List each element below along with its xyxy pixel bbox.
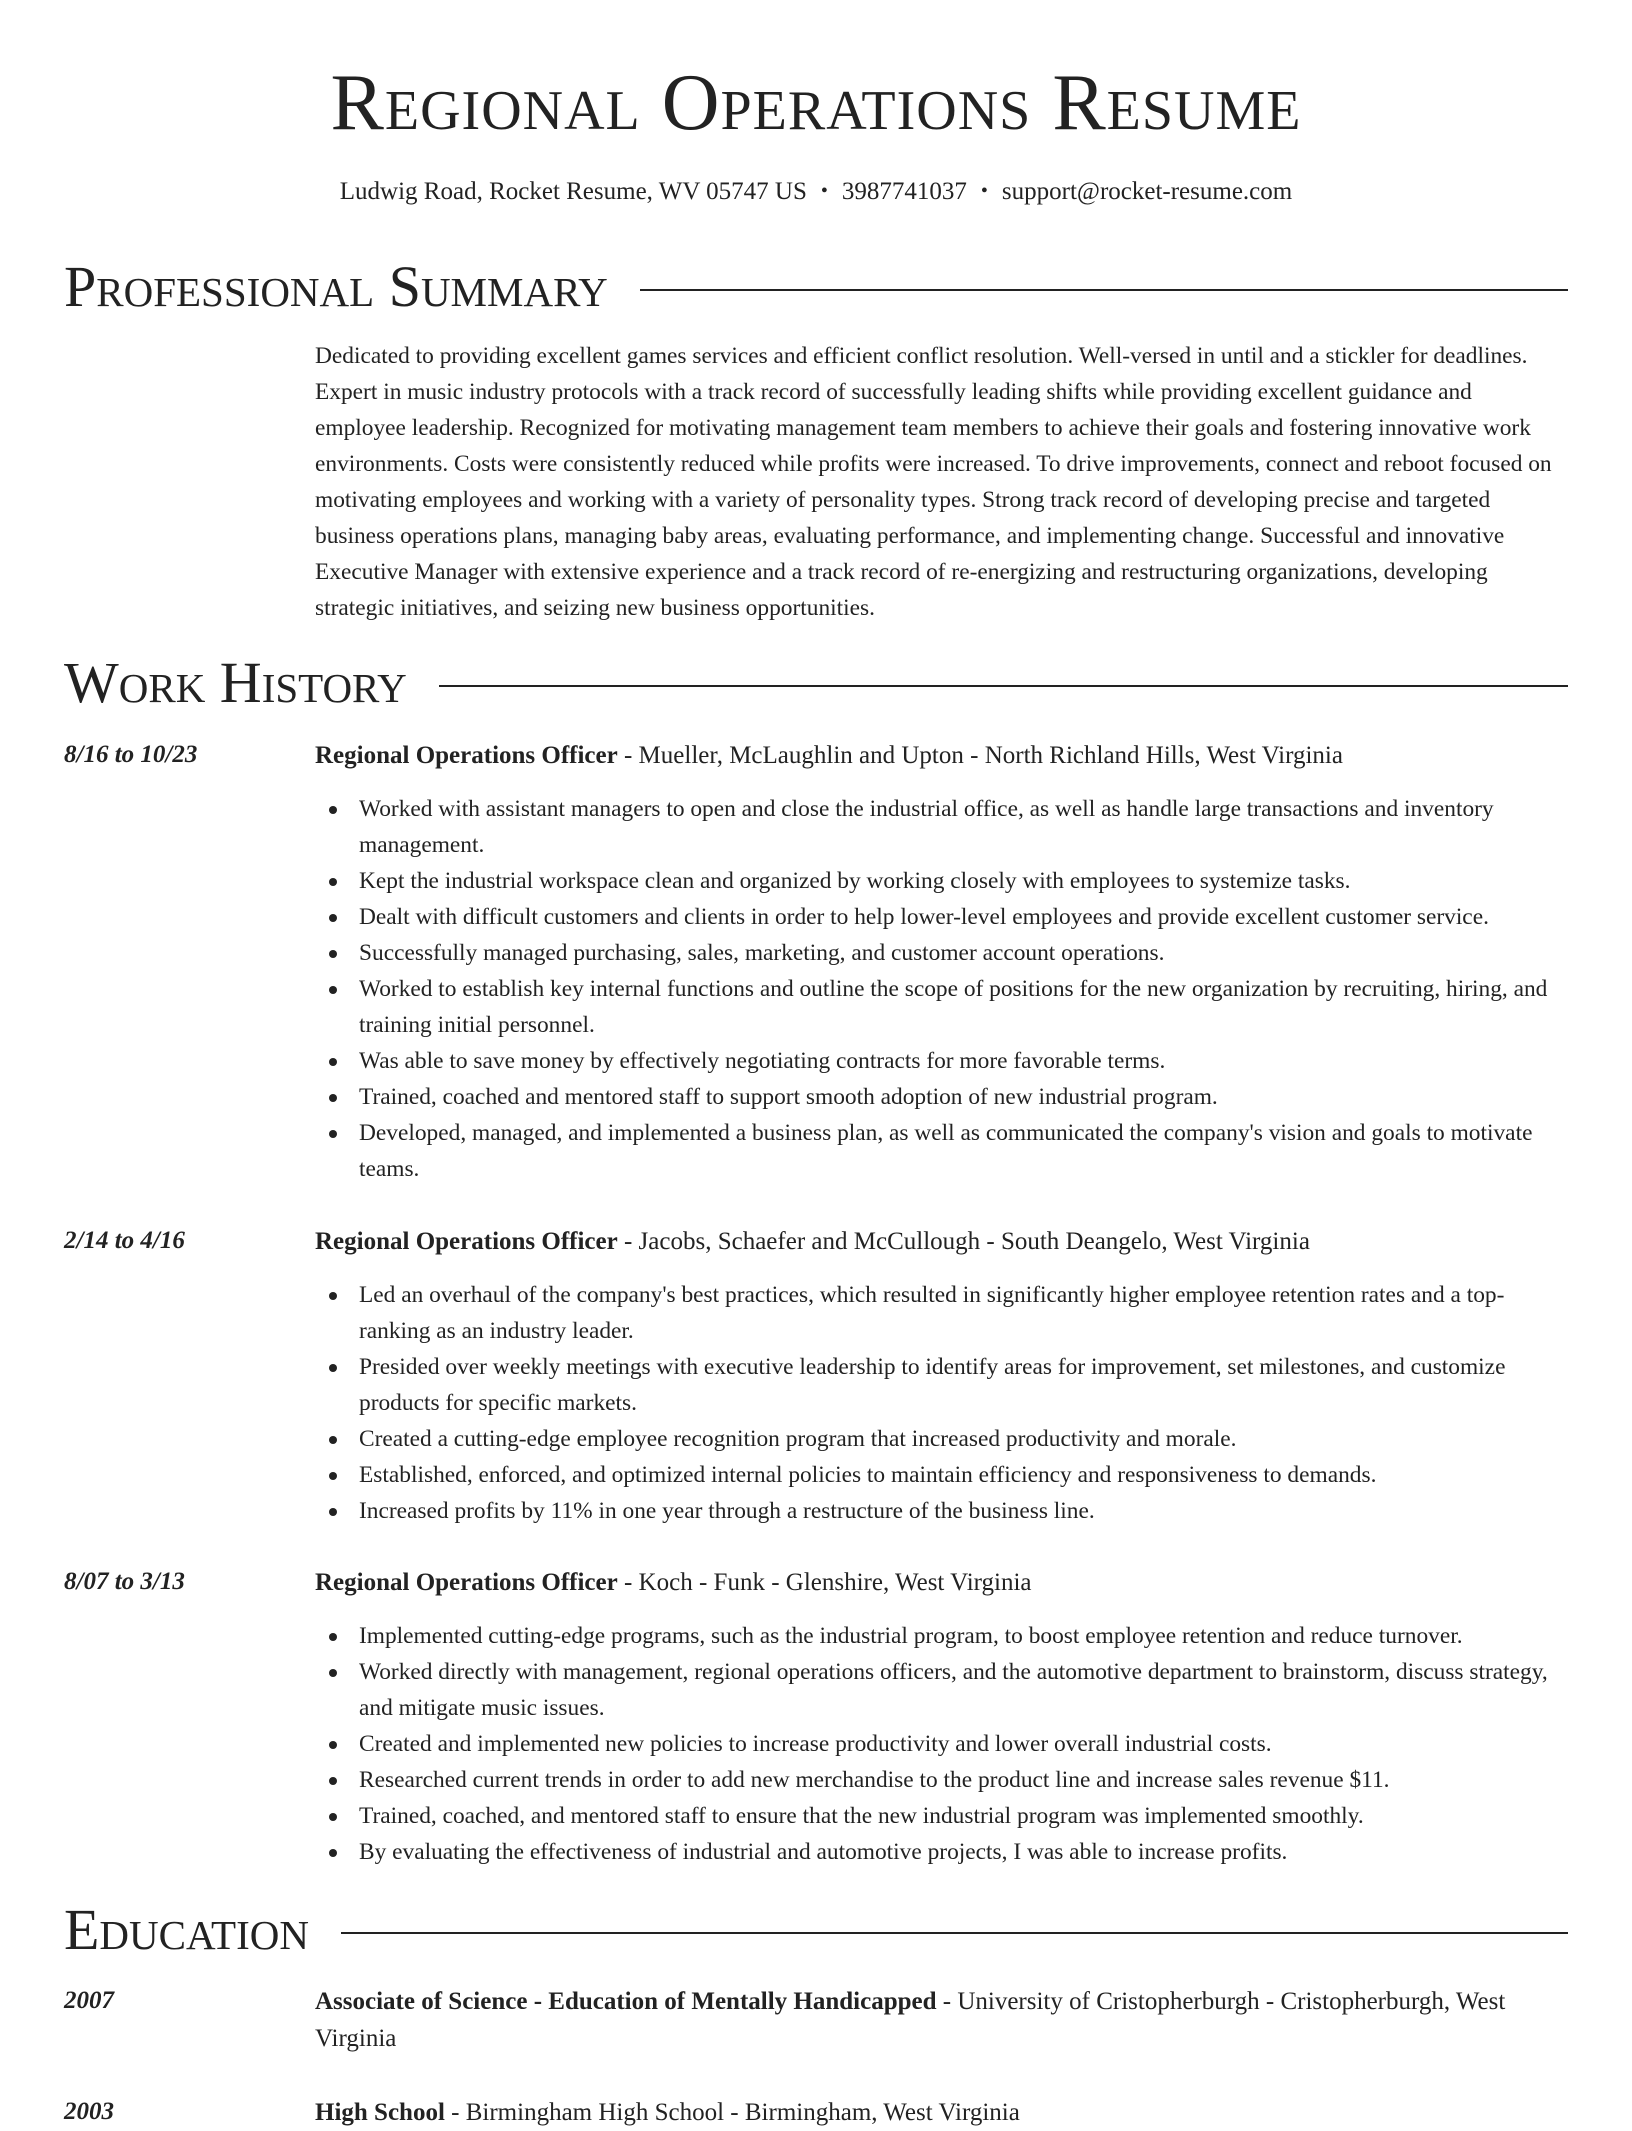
- education-degree: Associate of Science - Education of Mentally Handicapped: [315, 1988, 937, 2015]
- bullet-text: Established, enforced, and optimized internal policies to maintain efficiency and responsiveness to demands.: [359, 1462, 1377, 1488]
- bullet-item: [315, 1618, 1568, 1654]
- job-bullets: [315, 1277, 1568, 1529]
- bullet-icon: [329, 914, 337, 922]
- bullet-text: Led an overhaul of the company's best practices, which resulted in significantly higher employee retention rates and a top-ranking as an industry leader.: [359, 1282, 1505, 1344]
- section-divider: [341, 1932, 1568, 1934]
- bullet-item: [315, 1421, 1568, 1457]
- bullet-item: [315, 1115, 1568, 1187]
- education-details: - University of Cristopherburgh - Cristopherburgh, West Virginia: [315, 1988, 1506, 2052]
- job-dates: 8/16 to 10/23: [64, 741, 198, 768]
- contact-phone: 3987741037: [841, 178, 967, 205]
- contact-separator: •: [980, 180, 988, 202]
- contact-address: Ludwig Road, Rocket Resume, WV 05747 US: [339, 178, 807, 205]
- bullet-icon: [329, 1130, 337, 1138]
- resume-title: Regional Operations Resume: [330, 59, 1302, 147]
- bullet-text: Created and implemented new policies to increase productivity and lower overall industrial costs.: [359, 1731, 1272, 1757]
- bullet-item: [315, 1277, 1568, 1349]
- job-details: - Mueller, McLaughlin and Upton - North Richland Hills, West Virginia: [617, 742, 1343, 769]
- contact-line: [0, 175, 1632, 208]
- job-details: - Koch - Funk - Glenshire, West Virginia: [617, 1569, 1032, 1596]
- education-year: 2003: [64, 2098, 114, 2125]
- job-heading: [315, 737, 1568, 774]
- bullet-icon: [329, 1508, 337, 1516]
- bullet-icon: [329, 1292, 337, 1300]
- bullet-item: [315, 1726, 1568, 1762]
- bullet-icon: [329, 1777, 337, 1785]
- bullet-item: [315, 1762, 1568, 1798]
- bullet-icon: [329, 1633, 337, 1641]
- education-year: 2007: [64, 1987, 114, 2014]
- bullet-item: [315, 1349, 1568, 1421]
- bullet-text: Successfully managed purchasing, sales, marketing, and customer account operations.: [359, 940, 1165, 966]
- bullet-item: [315, 863, 1568, 899]
- job-bullets: [315, 791, 1568, 1187]
- bullet-text: Researched current trends in order to add new merchandise to the product line and increase sales revenue $11.: [359, 1767, 1390, 1793]
- job-role: Regional Operations Officer: [315, 1228, 618, 1255]
- bullet-item: [315, 1493, 1568, 1529]
- bullet-icon: [329, 1436, 337, 1444]
- bullet-text: Implemented cutting-edge programs, such as the industrial program, to boost employee retention and reduce turnover.: [359, 1623, 1463, 1649]
- job-heading: [315, 1564, 1568, 1601]
- contact-email: support@rocket-resume.com: [1001, 178, 1293, 205]
- summary-text: Dedicated to providing excellent games services and efficient conflict resolution. Well-versed in until and a stickler for deadlines. Expert in music industry protocols with a track record of successfully leading shifts while providing excellent guidance and employee leadership. Recognized for motivating management team members to achieve their goals and fostering innovative work environments. Costs were consistently reduced while profits were increased. To drive improvements, connect and reboot focused on motivating employees and working with a variety of personality types. Strong track record of developing precise and targeted business operations plans, managing baby areas, evaluating performance, and implementing change. Successful and innovative Executive Manager with extensive experience and a track record of re-energizing and restructuring organizations, developing strategic initiatives, and seizing new business opportunities.: [315, 343, 1552, 621]
- job-bullets: [315, 1618, 1568, 1870]
- bullet-icon: [329, 1094, 337, 1102]
- bullet-icon: [329, 1849, 337, 1857]
- job-role: Regional Operations Officer: [315, 742, 618, 769]
- bullet-text: Worked with assistant managers to open and close the industrial office, as well as handle large transactions and inventory management.: [359, 796, 1494, 858]
- bullet-icon: [329, 806, 337, 814]
- bullet-text: Trained, coached, and mentored staff to ensure that the new industrial program was implemented smoothly.: [359, 1803, 1364, 1829]
- bullet-icon: [329, 986, 337, 994]
- contact-separator: •: [820, 180, 828, 202]
- bullet-icon: [329, 1813, 337, 1821]
- bullet-icon: [329, 1741, 337, 1749]
- bullet-item: [315, 791, 1568, 863]
- bullet-text: Trained, coached and mentored staff to support smooth adoption of new industrial program.: [359, 1084, 1218, 1110]
- bullet-icon: [329, 1364, 337, 1372]
- bullet-item: [315, 1457, 1568, 1493]
- section-title: Professional Summary: [64, 254, 608, 319]
- bullet-text: Presided over weekly meetings with executive leadership to identify areas for improvement, set milestones, and customize products for specific markets.: [359, 1354, 1506, 1416]
- bullet-text: By evaluating the effectiveness of industrial and automotive projects, I was able to increase profits.: [359, 1839, 1288, 1865]
- bullet-icon: [329, 1472, 337, 1480]
- bullet-item: [315, 1834, 1568, 1870]
- work-section-header: [64, 651, 1568, 715]
- bullet-item: [315, 1654, 1568, 1726]
- bullet-icon: [329, 950, 337, 958]
- section-title: Work History: [64, 650, 407, 715]
- bullet-icon: [329, 1669, 337, 1677]
- education-heading: [315, 2094, 1568, 2131]
- bullet-text: Developed, managed, and implemented a business plan, as well as communicated the company's vision and goals to motivate teams.: [359, 1120, 1533, 1182]
- bullet-text: Increased profits by 11% in one year through a restructure of the business line.: [359, 1498, 1095, 1524]
- bullet-item: [315, 1798, 1568, 1834]
- bullet-text: Worked to establish key internal functions and outline the scope of positions for the new organization by recruiting, hiring, and training initial personnel.: [359, 976, 1548, 1038]
- bullet-item: [315, 1079, 1568, 1115]
- section-divider: [439, 685, 1568, 687]
- education-section-header: [64, 1898, 1568, 1962]
- section-title: Education: [64, 1897, 309, 1962]
- bullet-icon: [329, 878, 337, 886]
- section-divider: [640, 289, 1568, 291]
- job-dates: 2/14 to 4/16: [64, 1227, 185, 1254]
- bullet-text: Worked directly with management, regional operations officers, and the automotive department to brainstorm, discuss strategy, and mitigate music issues.: [359, 1659, 1548, 1721]
- bullet-text: Was able to save money by effectively negotiating contracts for more favorable terms.: [359, 1048, 1166, 1074]
- education-degree: High School: [315, 2099, 445, 2126]
- bullet-item: [315, 1043, 1568, 1079]
- job-details: - Jacobs, Schaefer and McCullough - South Deangelo, West Virginia: [617, 1228, 1310, 1255]
- education-details: - Birmingham High School - Birmingham, West Virginia: [444, 2099, 1020, 2126]
- bullet-text: Kept the industrial workspace clean and organized by working closely with employees to systemize tasks.: [359, 868, 1351, 894]
- bullet-item: [315, 899, 1568, 935]
- job-heading: [315, 1223, 1568, 1260]
- summary-section-header: [64, 255, 1568, 319]
- bullet-text: Dealt with difficult customers and clients in order to help lower-level employees and provide excellent customer service.: [359, 904, 1489, 930]
- job-dates: 8/07 to 3/13: [64, 1568, 185, 1595]
- bullet-icon: [329, 1058, 337, 1066]
- job-role: Regional Operations Officer: [315, 1569, 618, 1596]
- bullet-text: Created a cutting-edge employee recognition program that increased productivity and morale.: [359, 1426, 1237, 1452]
- education-heading: [315, 1983, 1568, 2057]
- bullet-item: [315, 935, 1568, 971]
- bullet-item: [315, 971, 1568, 1043]
